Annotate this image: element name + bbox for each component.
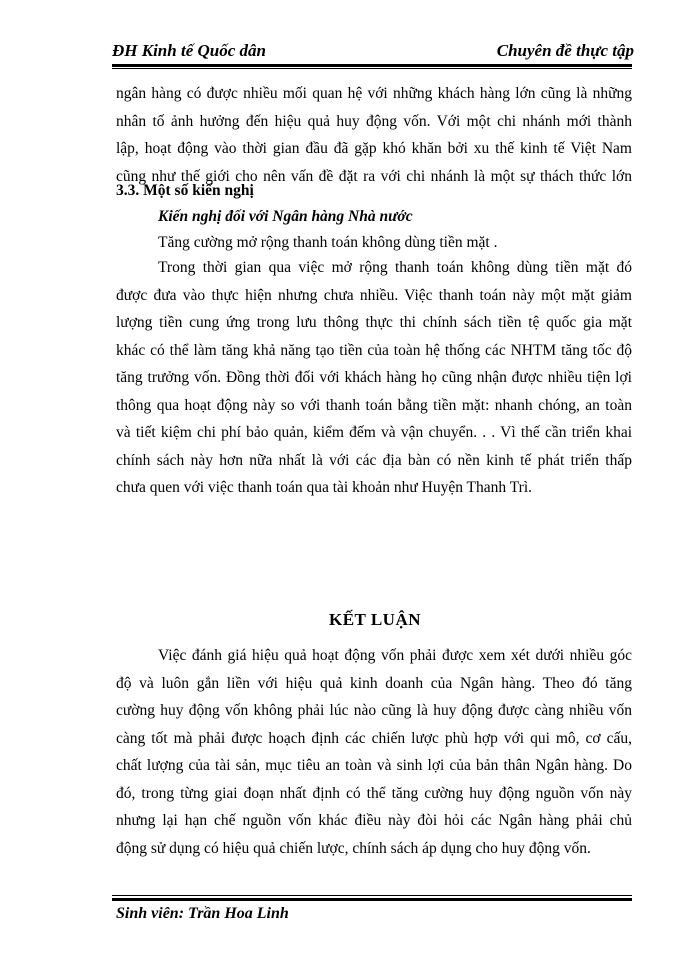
text-line: độ và luôn gắn liền với hiệu quả kinh doanh của Ngân hàng. Theo đó tăng bbox=[116, 674, 632, 692]
footer-student: Sinh viên: Trần Hoa Linh bbox=[116, 905, 289, 922]
text-line: khác có thể làm tăng khả năng tạo tiền của toàn hệ thống các NHTM tăng tốc độ bbox=[116, 341, 632, 359]
footer-rule-thick bbox=[112, 898, 632, 901]
text-line: chưa quen với việc thanh toán qua tài khoản như Huyện Thanh Trì. bbox=[116, 479, 533, 496]
text-line: ngân hàng có được nhiều mối quan hệ với những khách hàng lớn cũng là những bbox=[116, 85, 632, 102]
text-line: Việc đánh giá hiệu quả hoạt động vốn phải được xem xét dưới nhiều góc bbox=[158, 647, 632, 664]
header-rule-thick bbox=[112, 64, 632, 67]
conclusion-paragraph bbox=[116, 642, 632, 862]
recommendation-paragraph bbox=[116, 254, 632, 502]
intro-paragraph bbox=[116, 80, 632, 190]
conclusion-title: KẾT LUẬN bbox=[328, 610, 421, 629]
text-line: lập, hoạt động vào thời gian đầu đã gặp khó khăn bởi xu thế kinh tế Việt Nam bbox=[116, 140, 632, 157]
footer-rule-thin bbox=[112, 895, 632, 896]
header-rule-thin bbox=[112, 68, 632, 69]
sub-heading: Kiến nghị đối với Ngân hàng Nhà nước bbox=[158, 208, 413, 225]
sub-point: Tăng cường mở rộng thanh toán không dùng tiền mặt . bbox=[158, 234, 498, 251]
text-line: càng tốt mà phải được hoạch định các chiến lược phù hợp với qui mô, cơ cấu, bbox=[116, 729, 632, 747]
text-line: được đưa vào thực hiện nhưng chưa nhiều. Việc thanh toán này một mặt giảm bbox=[116, 286, 632, 304]
text-line: nhân tố ảnh hưởng đến hiệu quả huy động vốn. Với một chi nhánh mới thành bbox=[116, 112, 632, 130]
text-line: lượng tiền cung ứng trong lưu thông thực thi chính sách tiền tệ quốc gia mặt bbox=[116, 314, 632, 331]
header-report-type: Chuyên đề thực tập bbox=[496, 41, 634, 60]
text-line: tăng trưởng vốn. Đồng thời đối với khách hàng họ cũng nhận được nhiều tiện lợi bbox=[116, 369, 632, 386]
text-line: chất lượng của tài sản, mục tiêu an toàn và sinh lợi của bản thân Ngân hàng. Do bbox=[116, 757, 632, 774]
text-line: và tiết kiệm chi phí bảo quản, kiểm đếm và vận chuyển. . . Vì thế cần triển khai bbox=[116, 424, 632, 441]
text-line: đó, trong từng giai đoạn nhất định có thể tăng cường huy động nguồn vốn này bbox=[116, 784, 632, 802]
text-line: cũng như thế giới cho nên vấn đề đặt ra với chi nhánh là một sự thách thức lớn bbox=[116, 167, 632, 185]
text-line: cường huy động vốn không phải lúc nào cũng là huy động được càng nhiều vốn bbox=[116, 702, 632, 719]
text-line: Trong thời gian qua việc mở rộng thanh toán không dùng tiền mặt đó bbox=[158, 259, 632, 276]
text-line: thông qua hoạt động này so với thanh toán bằng tiền mặt: nhanh chóng, an toàn bbox=[116, 396, 632, 414]
section-heading: 3.3. Một số kiến nghị bbox=[116, 182, 254, 199]
text-line: chính sách này hơn nữa nhất là với các địa bàn có nền kinh tế phát triển thấp bbox=[116, 451, 632, 469]
header-university: ĐH Kinh tế Quốc dân bbox=[112, 41, 266, 60]
text-line: động sử dụng có hiệu quả chiến lược, chính sách áp dụng cho huy động vốn. bbox=[116, 839, 591, 857]
text-line: nhưng lại hạn chế nguồn vốn khác điều này đòi hỏi các Ngân hàng phải chủ bbox=[116, 812, 632, 829]
page-header bbox=[112, 40, 634, 66]
